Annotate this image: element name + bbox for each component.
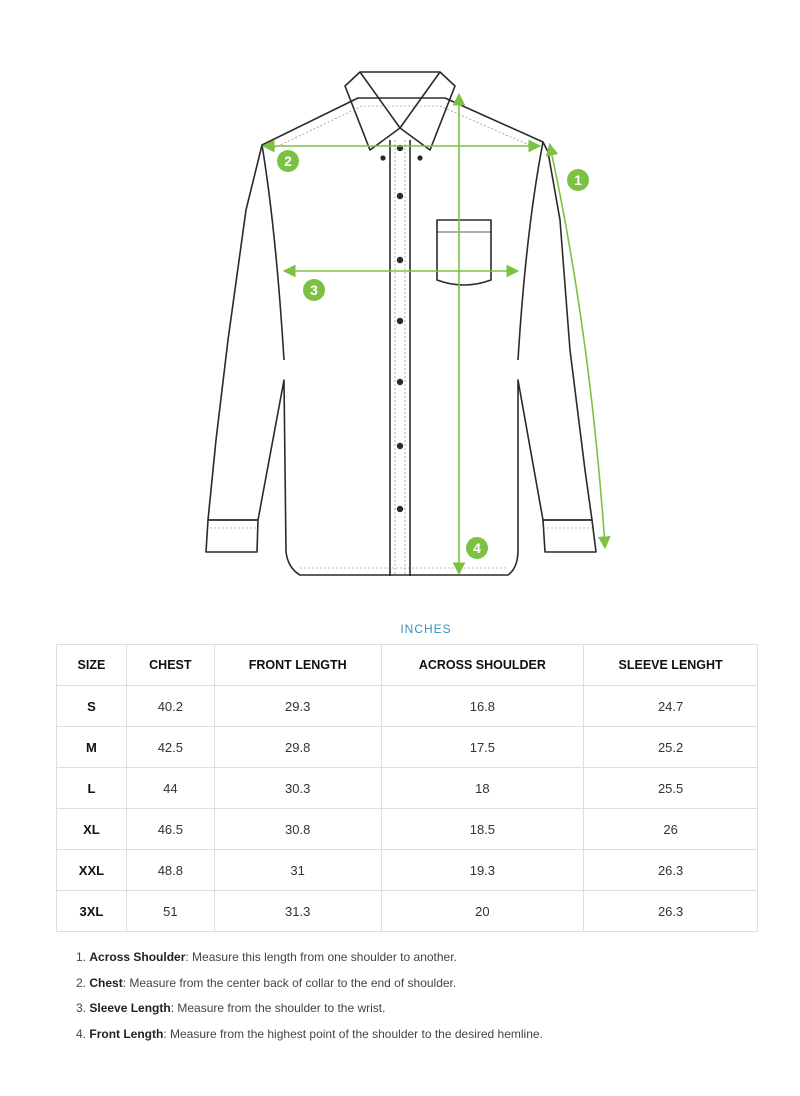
note-item [76, 949, 543, 975]
svg-text:4: 4 [473, 540, 481, 556]
size-cell: XL [57, 809, 127, 850]
column-header-chest: CHEST [126, 645, 214, 686]
note-term: Front Length [89, 1026, 164, 1041]
note-number: 1. [76, 950, 87, 964]
chest-cell: 42.5 [126, 727, 214, 768]
size-cell: 3XL [57, 891, 127, 932]
svg-text:3: 3 [310, 282, 318, 298]
size-cell: L [57, 768, 127, 809]
column-header-across-shoulder: ACROSS SHOULDER [381, 645, 584, 686]
across-shoulder-cell: 18.5 [381, 809, 584, 850]
table-row [57, 809, 758, 850]
across-shoulder-cell: 19.3 [381, 850, 584, 891]
note-item [76, 975, 543, 1001]
chest-cell: 48.8 [126, 850, 214, 891]
sleeve-length-cell: 26 [584, 809, 758, 850]
table-row [57, 850, 758, 891]
front-length-cell: 30.3 [214, 768, 381, 809]
chest-cell: 40.2 [126, 686, 214, 727]
front-length-cell: 29.8 [214, 727, 381, 768]
across-shoulder-cell: 17.5 [381, 727, 584, 768]
collar-band [360, 72, 440, 128]
front-length-cell: 30.8 [214, 809, 381, 850]
sleeve-length-cell: 26.3 [584, 850, 758, 891]
note-text: : Measure this length from one shoulder to another. [185, 950, 457, 964]
table-row [57, 768, 758, 809]
measurement-lines [265, 96, 605, 572]
column-header-front-length: FRONT LENGTH [214, 645, 381, 686]
note-text: : Measure from the shoulder to the wrist. [170, 1001, 386, 1015]
front-length-cell: 29.3 [214, 686, 381, 727]
note-term: Sleeve Length [89, 1001, 171, 1015]
left-sleeve-seam [262, 145, 284, 360]
right-sleeve-seam [518, 142, 543, 360]
table-header-row [57, 645, 758, 686]
chest-cell: 44 [126, 768, 214, 809]
shirt-buttons [380, 145, 422, 512]
across-shoulder-cell: 20 [381, 891, 584, 932]
measurement-notes [76, 949, 543, 1051]
column-header-sleeve-length: SLEEVE LENGHT [584, 645, 758, 686]
sleeve-length-cell: 25.2 [584, 727, 758, 768]
note-term: Across Shoulder [89, 950, 186, 964]
note-number: 4. [76, 1026, 87, 1041]
across-shoulder-cell: 16.8 [381, 686, 584, 727]
right-cuff [543, 520, 596, 552]
unit-label: INCHES [400, 622, 452, 636]
marker-4 [466, 537, 488, 559]
table-row [57, 891, 758, 932]
column-header-size: SIZE [57, 645, 127, 686]
chest-cell: 46.5 [126, 809, 214, 850]
marker-2 [277, 150, 299, 172]
table-row [57, 686, 758, 727]
sleeve-length-cell: 25.5 [584, 768, 758, 809]
note-item [76, 1000, 543, 1026]
svg-text:2: 2 [284, 153, 292, 169]
marker-3 [303, 279, 325, 301]
sleeve-length-cell: 26.3 [584, 891, 758, 932]
note-text: : Measure from the highest point of the shoulder to the desired hemline. [163, 1026, 543, 1041]
size-cell: XXL [57, 850, 127, 891]
size-cell: S [57, 686, 127, 727]
size-chart-table [56, 644, 758, 932]
note-text: : Measure from the center back of collar to the end of shoulder. [122, 975, 457, 990]
collar [345, 72, 455, 150]
table-row [57, 727, 758, 768]
svg-text:1: 1 [574, 172, 582, 188]
sleeve-length-cell: 24.7 [584, 686, 758, 727]
note-number: 2. [76, 975, 87, 990]
marker-1 [567, 169, 589, 191]
chest-cell: 51 [126, 891, 214, 932]
note-term: Chest [89, 975, 123, 990]
front-length-cell: 31.3 [214, 891, 381, 932]
left-cuff [206, 520, 258, 552]
size-cell: M [57, 727, 127, 768]
note-item [76, 1026, 543, 1052]
across-shoulder-cell: 18 [381, 768, 584, 809]
front-length-cell: 31 [214, 850, 381, 891]
note-number: 3. [76, 1001, 87, 1015]
pocket [437, 220, 491, 285]
